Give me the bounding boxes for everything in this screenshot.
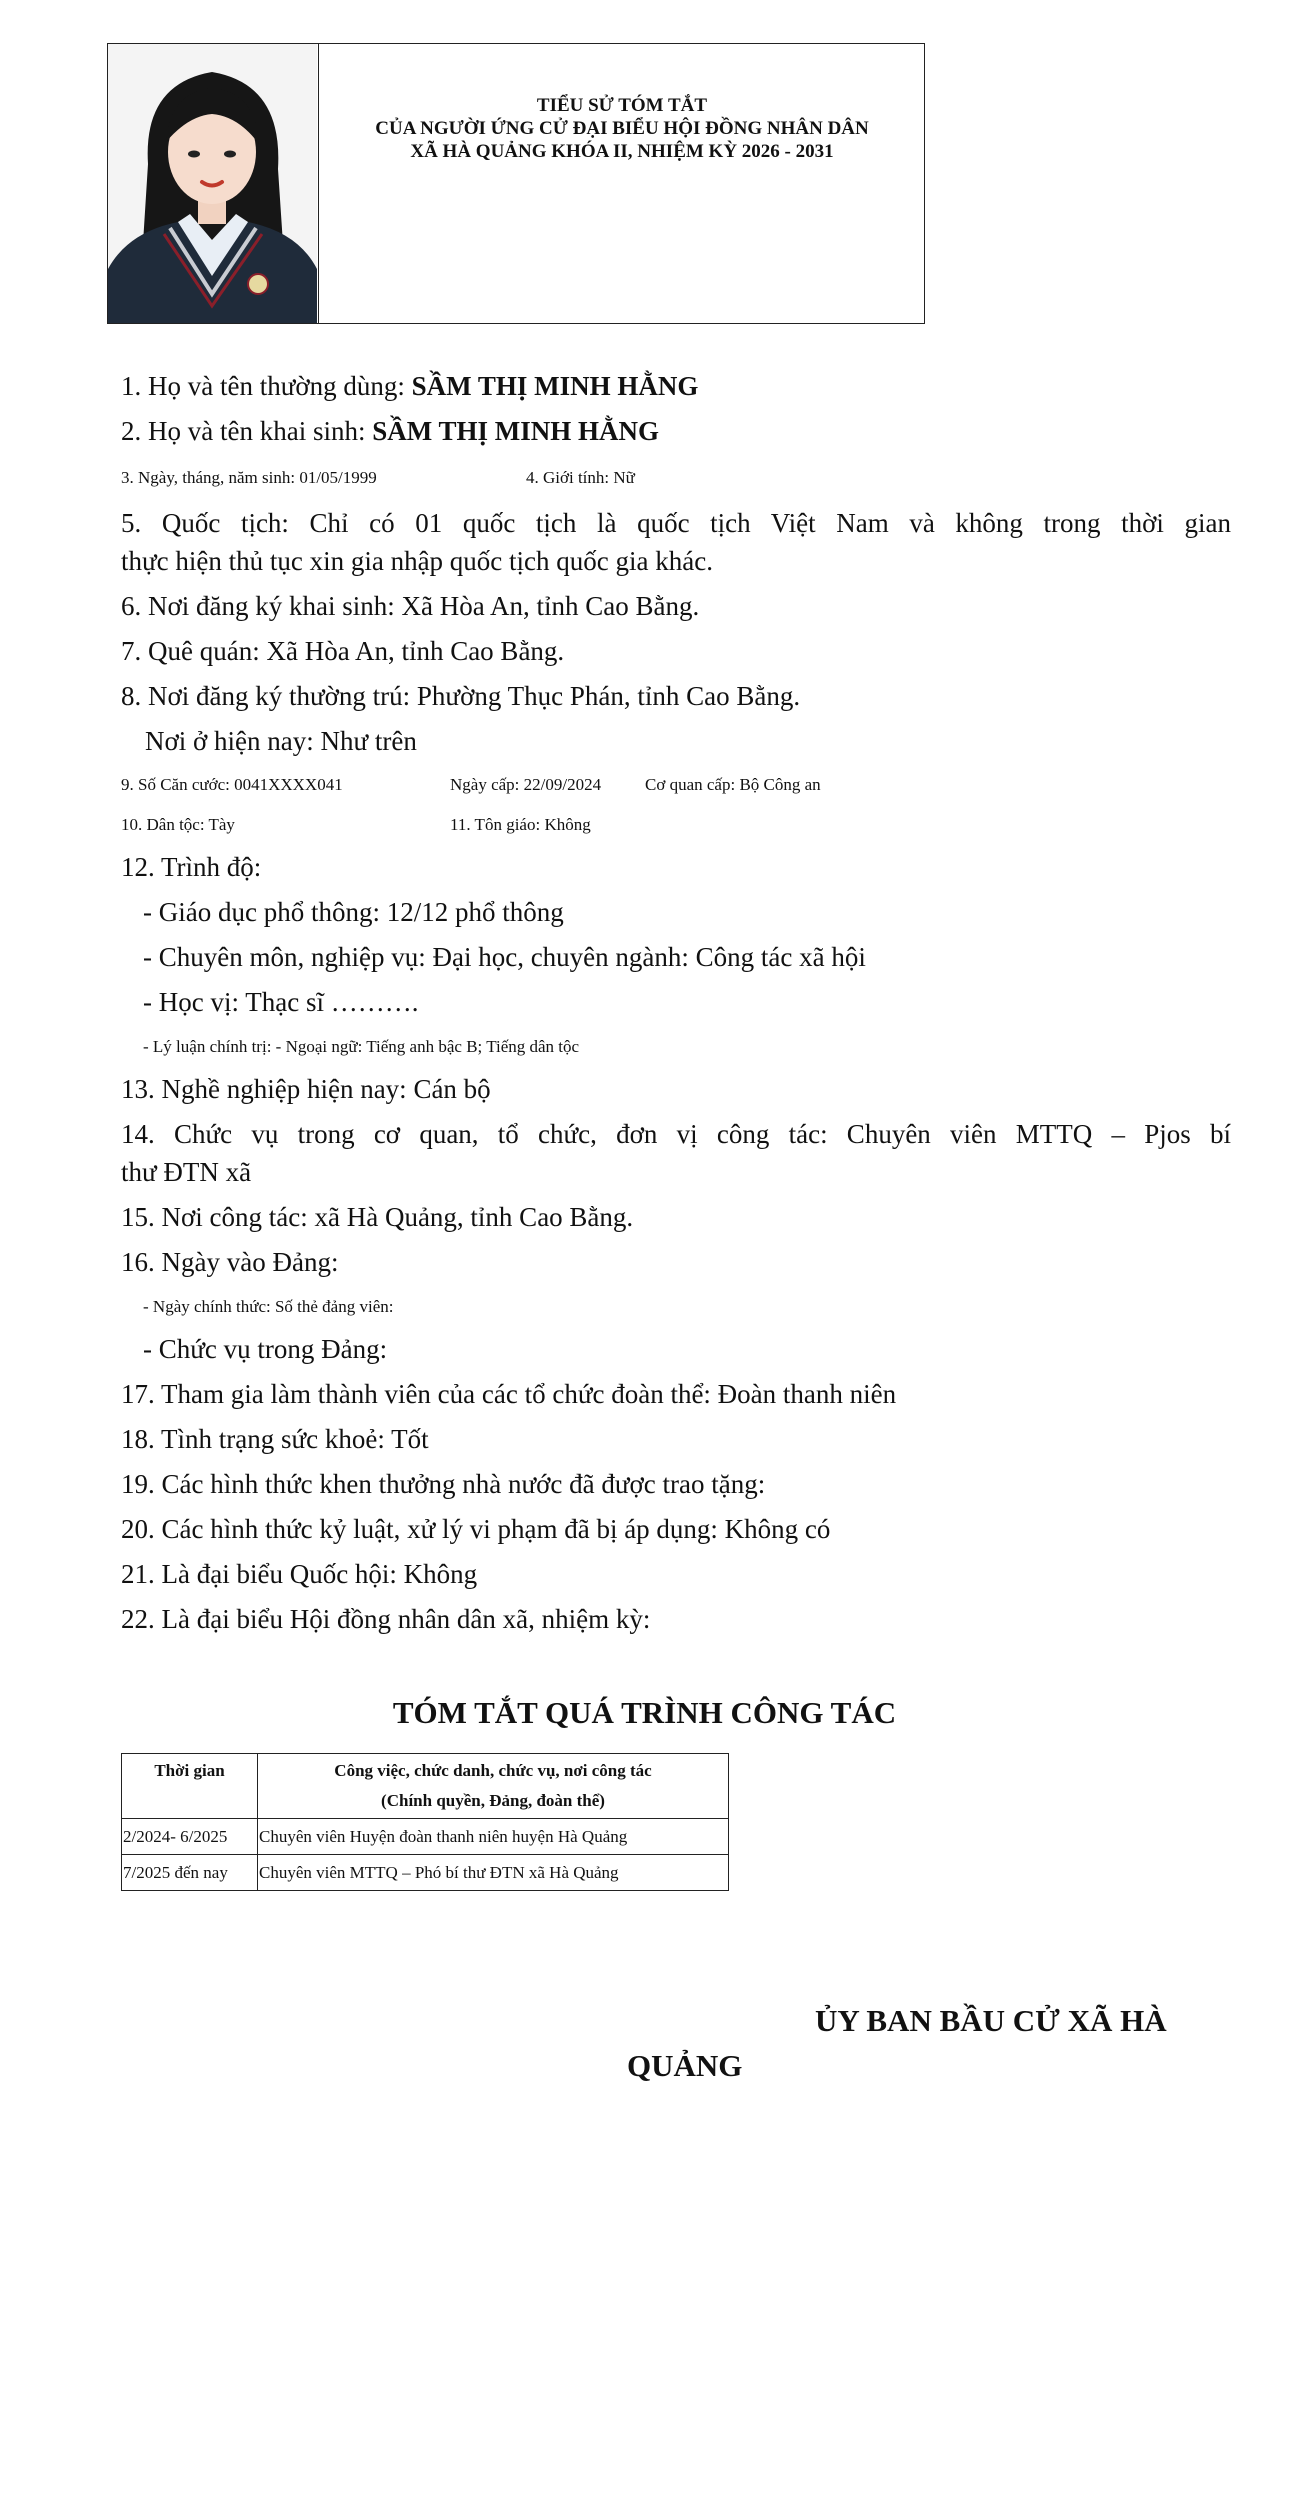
field-17-organizations: 17. Tham gia làm thành viên của các tổ chức đoàn thể: Đoàn thanh niên bbox=[121, 1379, 897, 1409]
row-time: 7/2025 đến nay bbox=[122, 1855, 258, 1891]
work-history-title: TÓM TẮT QUÁ TRÌNH CÔNG TÁC bbox=[392, 1695, 897, 1730]
field-12-general-education: - Giáo dục phổ thông: 12/12 phổ thông bbox=[143, 897, 564, 927]
field-8-current-address: Nơi ở hiện nay: Như trên bbox=[145, 726, 417, 756]
row-time: 2/2024- 6/2025 bbox=[122, 1819, 258, 1855]
field-9-issue-date: Ngày cấp: 22/09/2024 bbox=[450, 775, 602, 794]
column-header-time: Thời gian bbox=[122, 1754, 258, 1819]
title-line-1: TIỂU SỬ TÓM TẮT bbox=[536, 95, 708, 116]
portrait-image bbox=[108, 44, 317, 323]
field-15-workplace: 15. Nơi công tác: xã Hà Quảng, tỉnh Cao Bằng. bbox=[121, 1202, 634, 1232]
column-header-description-line-1: Công việc, chức danh, chức vụ, nơi công tác bbox=[334, 1761, 652, 1780]
field-10-ethnicity: 10. Dân tộc: Tày bbox=[121, 815, 235, 834]
field-13-occupation: 13. Nghề nghiệp hiện nay: Cán bộ bbox=[121, 1074, 491, 1104]
field-9-id-number: 9. Số Căn cước: 0041XXXX041 bbox=[121, 775, 343, 794]
field-2-value: SẦM THỊ MINH HẰNG bbox=[372, 416, 659, 446]
field-12-education: 12. Trình độ: bbox=[121, 852, 262, 882]
field-12-politics-language: - Lý luận chính trị: - Ngoại ngữ: Tiếng anh bậc B; Tiếng dân tộc bbox=[143, 1037, 580, 1056]
field-18-health: 18. Tình trạng sức khoẻ: Tốt bbox=[121, 1424, 429, 1454]
title-line-3: XÃ HÀ QUẢNG KHÓA II, NHIỆM KỲ 2026 - 2031 bbox=[410, 141, 834, 162]
field-20-discipline: 20. Các hình thức kỷ luật, xử lý vi phạm đã bị áp dụng: Không có bbox=[121, 1514, 831, 1544]
field-1-label: 1. Họ và tên thường dùng: bbox=[121, 371, 412, 401]
table-row bbox=[122, 1819, 729, 1855]
signature-line-2: QUẢNG bbox=[627, 2048, 743, 2083]
column-header-description-line-2: (Chính quyền, Đảng, đoàn thể) bbox=[381, 1791, 605, 1810]
field-2 bbox=[121, 416, 659, 447]
field-16-official-date: - Ngày chính thức: Số thẻ đảng viên: bbox=[143, 1297, 394, 1316]
field-5-nationality-line-1: 5. Quốc tịch: Chỉ có 01 quốc tịch là quốc tịch Việt Nam và không trong thời gian bbox=[121, 508, 1231, 538]
field-8-residence: 8. Nơi đăng ký thường trú: Phường Thục Phán, tỉnh Cao Bằng. bbox=[121, 681, 801, 711]
portrait-photo bbox=[108, 44, 319, 323]
signature-line-1: ỦY BAN BẦU CỬ XÃ HÀ bbox=[815, 2003, 1167, 2038]
field-14-position-line-1: 14. Chức vụ trong cơ quan, tổ chức, đơn vị công tác: Chuyên viên MTTQ – Pjos bí bbox=[121, 1119, 1231, 1149]
field-12-degree: - Học vị: Thạc sĩ ………. bbox=[143, 987, 419, 1017]
title-line-2: CỦA NGƯỜI ỨNG CỬ ĐẠI BIỂU HỘI ĐỒNG NHÂN DÂN bbox=[375, 118, 869, 139]
field-3-birthdate: 3. Ngày, tháng, năm sinh: 01/05/1999 bbox=[121, 468, 377, 487]
header-box bbox=[107, 43, 925, 324]
field-1-value: SẦM THỊ MINH HẰNG bbox=[411, 371, 699, 401]
field-22-council-term: 22. Là đại biểu Hội đồng nhân dân xã, nhiệm kỳ: bbox=[121, 1604, 651, 1634]
field-16-party-date: 16. Ngày vào Đảng: bbox=[121, 1247, 339, 1277]
field-2-label: 2. Họ và tên khai sinh: bbox=[121, 416, 373, 446]
field-9-issuing-agency: Cơ quan cấp: Bộ Công an bbox=[645, 775, 821, 794]
field-19-awards: 19. Các hình thức khen thưởng nhà nước đã được trao tặng: bbox=[121, 1469, 766, 1499]
field-7-hometown: 7. Quê quán: Xã Hòa An, tỉnh Cao Bằng. bbox=[121, 636, 565, 666]
field-12-specialty: - Chuyên môn, nghiệp vụ: Đại học, chuyên ngành: Công tác xã hội bbox=[143, 942, 866, 972]
field-16-party-position: - Chức vụ trong Đảng: bbox=[143, 1334, 388, 1364]
row-description: Chuyên viên Huyện đoàn thanh niên huyện Hà Quảng bbox=[258, 1819, 729, 1855]
document-title bbox=[320, 94, 924, 163]
field-11-religion: 11. Tôn giáo: Không bbox=[450, 815, 591, 834]
table-header-row bbox=[122, 1754, 729, 1819]
field-4-gender: 4. Giới tính: Nữ bbox=[526, 468, 635, 487]
field-14-position-line-2: thư ĐTN xã bbox=[121, 1157, 252, 1187]
field-5-nationality-line-2: thực hiện thủ tục xin gia nhập quốc tịch quốc gia khác. bbox=[121, 546, 713, 576]
row-description: Chuyên viên MTTQ – Phó bí thư ĐTN xã Hà Quảng bbox=[258, 1855, 729, 1891]
column-header-description bbox=[258, 1754, 729, 1819]
table-row bbox=[122, 1855, 729, 1891]
work-history-table bbox=[121, 1753, 729, 1891]
field-1 bbox=[121, 371, 698, 402]
field-21-national-assembly: 21. Là đại biểu Quốc hội: Không bbox=[121, 1559, 478, 1589]
field-6-birth-registration: 6. Nơi đăng ký khai sinh: Xã Hòa An, tỉnh Cao Bằng. bbox=[121, 591, 700, 621]
